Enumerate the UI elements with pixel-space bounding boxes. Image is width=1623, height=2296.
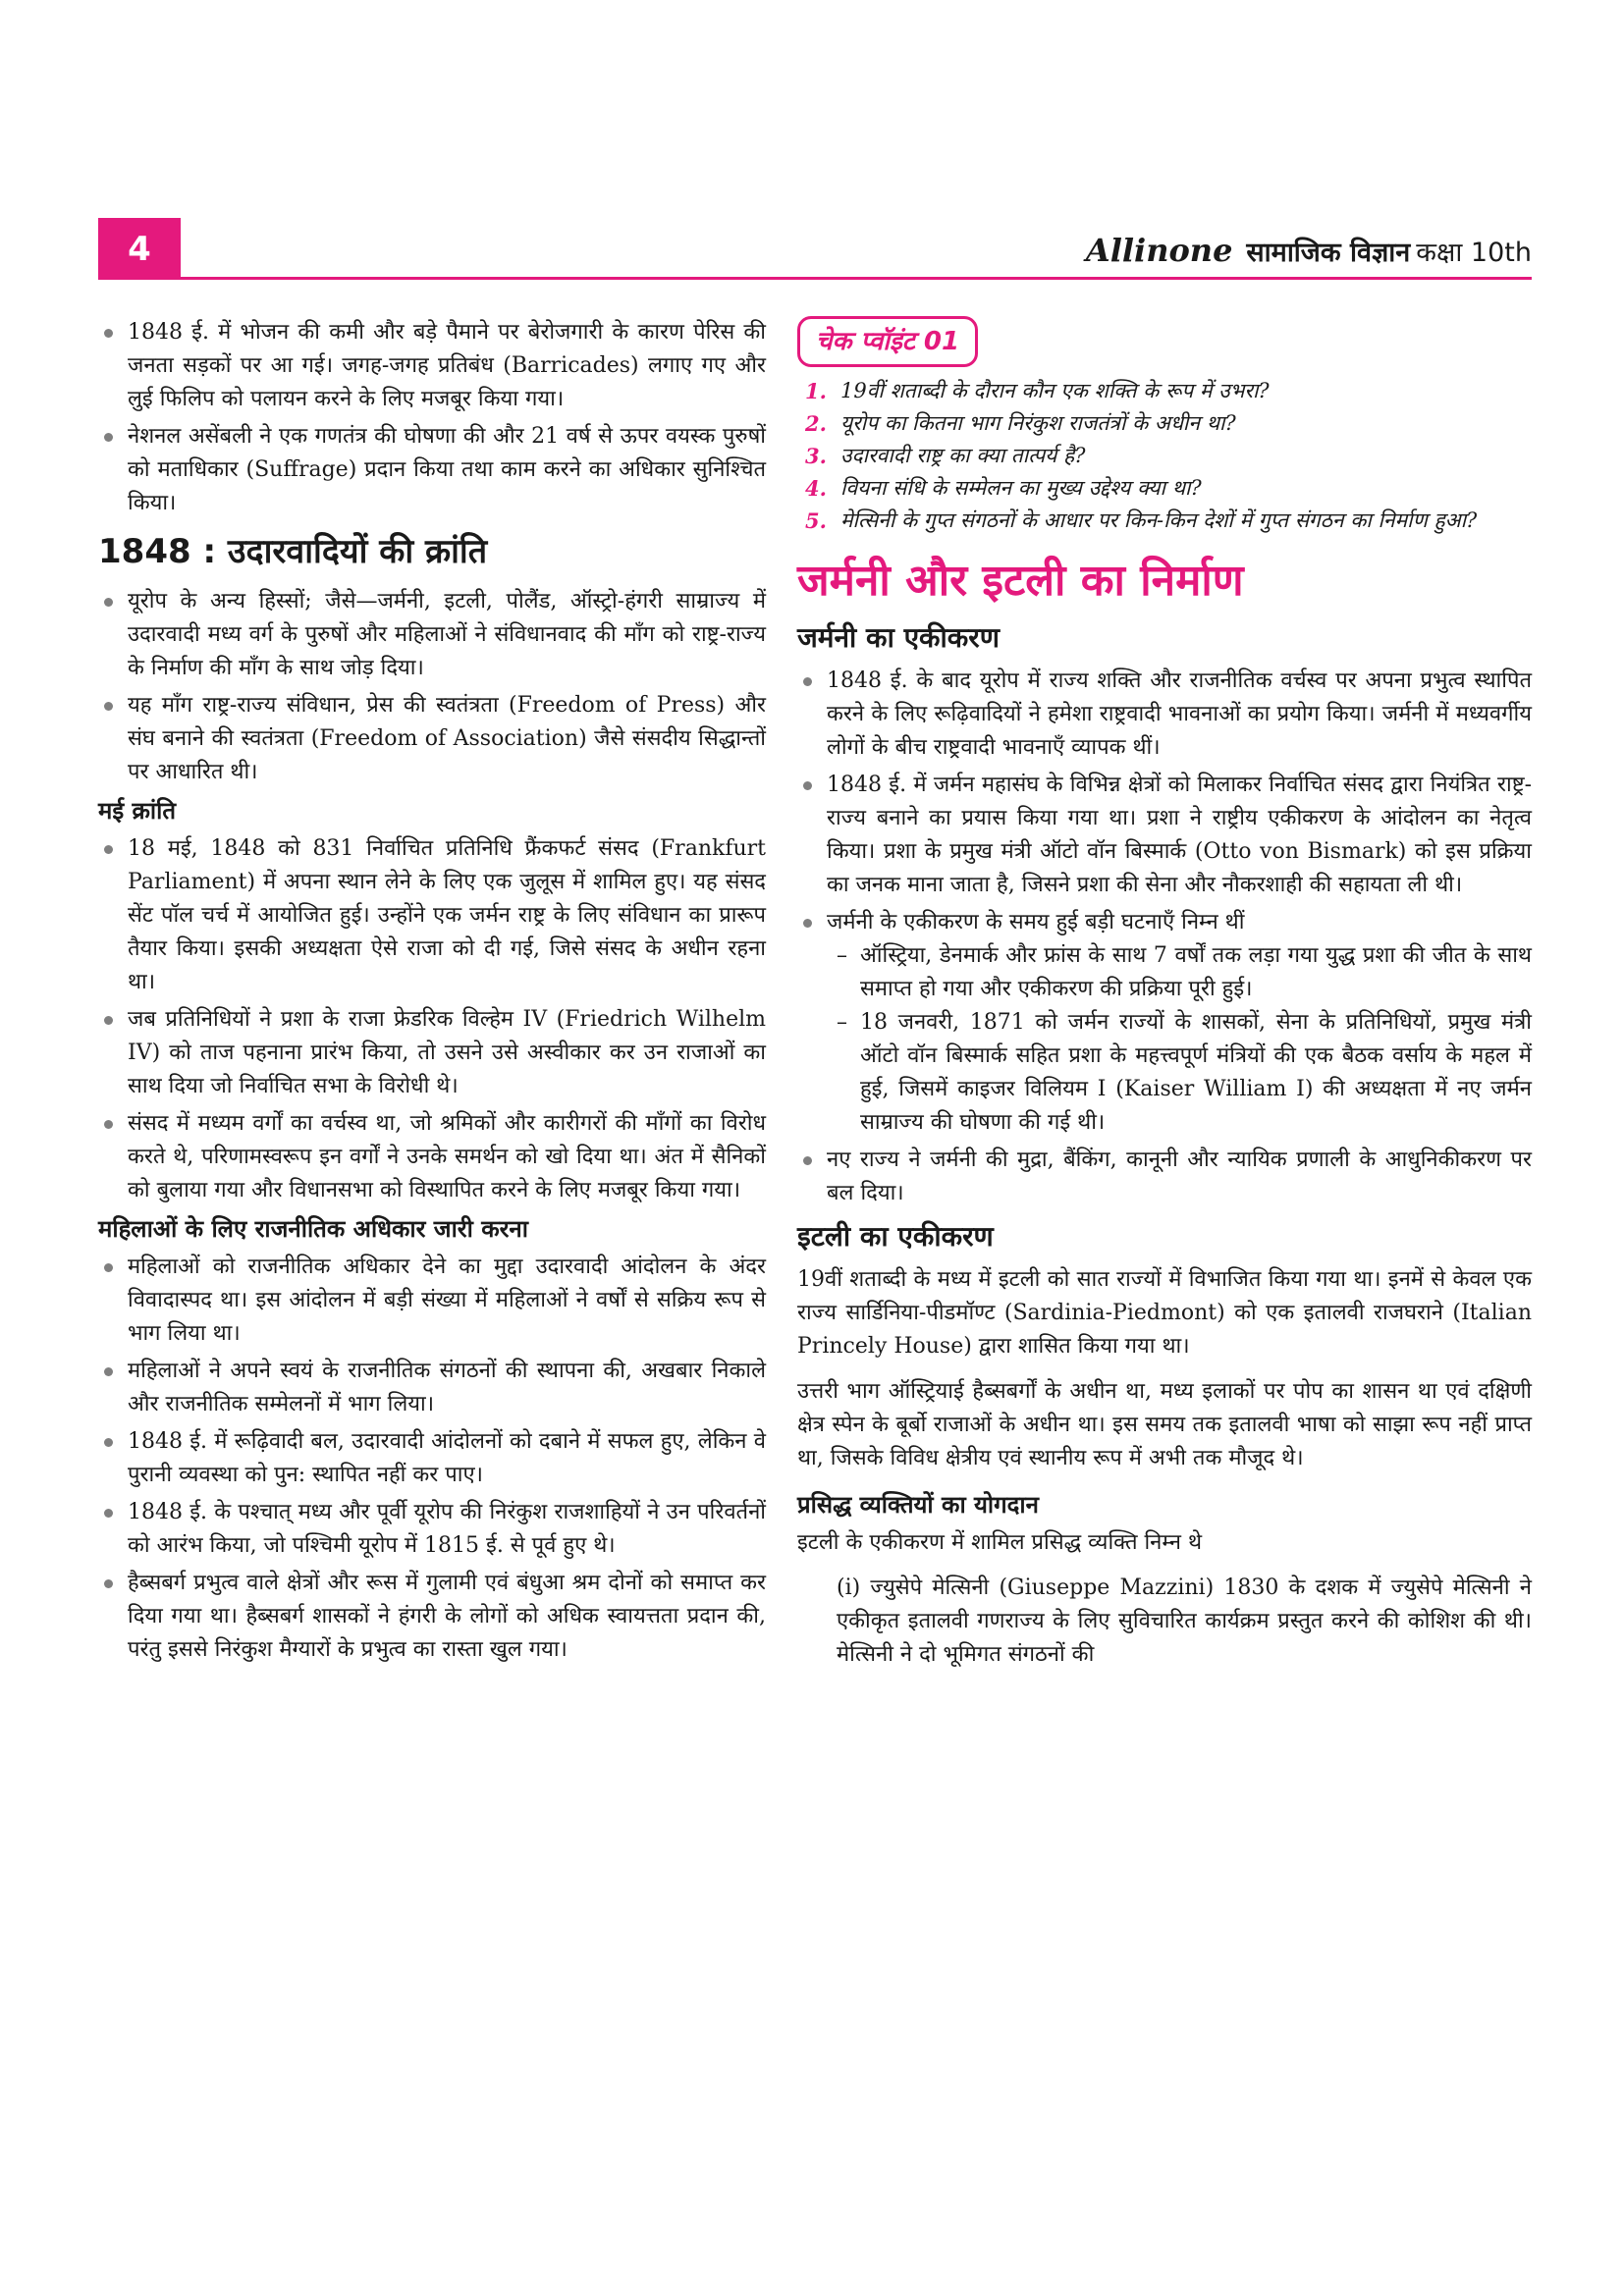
- checkpoint-question: [797, 472, 1532, 505]
- list-item: 18 मई, 1848 को 831 निर्वाचित प्रतिनिधि फ्रैंकफर्ट संसद (Frankfurt Parliament) में अपना स्थान लेने के लिए एक जुलूस में शामिल हुए। यह संसद सेंट पॉल चर्च में आयोजित हुई। उन्होंने एक जर्मन राष्ट्र के लिए संविधान का प्रारूप तैयार किया। इसकी अध्यक्षता ऐसे राजा को दी गई, जिसे संसद के अधीन रहना था।: [98, 832, 766, 999]
- paragraph: 19वीं शताब्दी के मध्य में इटली को सात राज्यों में विभाजित किया गया था। इनमें से केवल एक राज्य सार्डिनिया-पीडमॉण्ट (Sardinia-Piedmont) को एक इतालवी राजघराने (Italian Princely House) द्वारा शासित किया गया था।: [797, 1267, 1532, 1359]
- subject-name: सामाजिक विज्ञान: [1246, 238, 1411, 268]
- numbered-item: (i) ज्युसेपे मेत्सिनी (Giuseppe Mazzini) 1830 के दशक में ज्युसेपे मेत्सिनी ने एकीकृत इतालवी गणराज्य के लिए सुविचारित कार्यक्रम प्रस्तुत करने की कोशिश की थी। मेत्सिनी ने दो भूमिगत संगठनों की: [837, 1575, 1532, 1667]
- checkpoint-question: [797, 505, 1532, 537]
- checkpoint-question: [797, 375, 1532, 407]
- list-item: [797, 906, 1532, 1140]
- list-item: महिलाओं ने अपने स्वयं के राजनीतिक संगठनों की स्थापना की, अखबार निकाले और राजनीतिक सम्मेलनों में भाग लिया।: [98, 1355, 766, 1421]
- list-item: 1848 ई. में भोजन की कमी और बड़े पैमाने पर बेरोजगारी के कारण पेरिस की जनता सड़कों पर आ गई। जगह-जगह प्रतिबंध (Barricades) लगाए गए और लुई फिलिप को पलायन करने के लिए मजबूर किया गया।: [98, 316, 766, 416]
- list-item: महिलाओं को राजनीतिक अधिकार देने का मुद्दा उदारवादी आंदोलन के अंदर विवादास्पद था। इस आंदोलन में बड़ी संख्या में महिलाओं ने वर्षों से सक्रिय रूप से भाग लिया था।: [98, 1251, 766, 1351]
- paragraph: उत्तरी भाग ऑस्ट्रियाई हैब्सबर्गों के अधीन था, मध्य इलाकों पर पोप का शासन था एवं दक्षिणी क्षेत्र स्पेन के बूर्बो राजाओं के अधीन था। इस समय तक इतालवी भाषा को साझा रूप नहीं प्राप्त था, जिसके विविध क्षेत्रीय एवं स्थानीय रूप में अभी तक मौजूद थे।: [797, 1379, 1532, 1470]
- list-item: 1848 ई. में रूढ़िवादी बल, उदारवादी आंदोलनों को दबाने में सफल हुए, लेकिन वे पुरानी व्यवस्था को पुन: स्थापित नहीं कर पाए।: [98, 1425, 766, 1492]
- question-number: 3.: [805, 444, 827, 468]
- germany-events-list: [827, 939, 1532, 1140]
- right-column: [797, 316, 1532, 1672]
- germany-list: [797, 665, 1532, 1210]
- question-text: मेत्सिनी के गुप्त संगठनों के आधार पर किन-किन देशों में गुप्त संगठन का निर्माण हुआ?: [840, 508, 1478, 532]
- question-number: 5.: [805, 508, 827, 533]
- chapter-heading: जर्मनी और इटली का निर्माण: [797, 556, 1244, 606]
- list-item: नए राज्य ने जर्मनी की मुद्रा, बैंकिंग, कानूनी और न्यायिक प्रणाली के आधुनिकीकरण पर बल दिया।: [797, 1144, 1532, 1210]
- section-heading-germany: जर्मनी का एकीकरण: [797, 621, 1001, 654]
- list-item: हैब्सबर्ग प्रभुत्व वाले क्षेत्रों और रूस में गुलामी एवं बंधुआ श्रम दोनों को समाप्त कर दिया गया था। हैब्सबर्ग शासकों ने हंगरी के लोगों को अधिक स्वायत्तता प्रदान की, परंतु इससे निरंकुश मैग्यारों के प्रभुत्व का रास्ता खुल गया।: [98, 1567, 766, 1667]
- list-item: नेशनल असेंबली ने एक गणतंत्र की घोषणा की और 21 वर्ष से ऊपर वयस्क पुरुषों को मताधिकार (Suffrage) प्रदान किया तथा काम करने का अधिकार सुनिश्चित किया।: [98, 420, 766, 520]
- question-text: यूरोप का कितना भाग निरंकुश राजतंत्रों के अधीन था?: [840, 411, 1236, 435]
- list-item: यूरोप के अन्य हिस्सों; जैसे—जर्मनी, इटली, पोलैंड, ऑस्ट्रो-हंगरी साम्राज्य में उदारवादी मध्य वर्ग के पुरुषों और महिलाओं ने संविधानवाद की माँग को राष्ट्र-राज्य के निर्माण की माँग के साथ जोड़ दिया।: [98, 585, 766, 685]
- intro-list: [98, 316, 766, 520]
- checkpoint-question: [797, 440, 1532, 472]
- list-item: 1848 ई. में जर्मन महासंघ के विभिन्न क्षेत्रों को मिलाकर निर्वाचित संसद द्वारा नियंत्रित राष्ट्र-राज्य बनाने का प्रयास किया गया था। प्रशा ने राष्ट्रीय एकीकरण के आंदोलन का नेतृत्व किया। प्रशा के प्रमुख मंत्री ऑटो वॉन बिस्मार्क (Otto von Bismark) को इस प्रक्रिया का जनक माना जाता है, जिसने प्रशा की सेना और नौकरशाही की सहायता ली थी।: [797, 769, 1532, 902]
- paragraph: इटली के एकीकरण में शामिल प्रसिद्ध व्यक्ति निम्न थे: [797, 1530, 1203, 1555]
- list-item-text: जर्मनी के एकीकरण के समय हुई बड़ी घटनाएँ निम्न थीं: [827, 910, 1245, 934]
- page-number: 4: [98, 218, 181, 280]
- event-item: – ऑस्ट्रिया, डेनमार्क और फ्रांस के साथ 7 वर्षों तक लड़ा गया युद्ध प्रशा की जीत के साथ समाप्त हो गया और एकीकरण की प्रक्रिया पूरी हुई।: [827, 939, 1532, 1006]
- class-label: कक्षा 10th: [1416, 238, 1532, 268]
- checkpoint-question: [797, 407, 1532, 440]
- checkpoint-title: चेक प्वॉइंट 01: [797, 316, 978, 367]
- book-title: [1086, 232, 1532, 269]
- page-header: [98, 218, 1532, 280]
- liberal-list: [98, 585, 766, 789]
- section-heading-may: मई क्रांति: [98, 797, 177, 825]
- brand-logo: Allinone: [1085, 232, 1233, 269]
- question-text: उदारवादी राष्ट्र का क्या तात्पर्य है?: [840, 444, 1086, 467]
- section-heading-italy: इटली का एकीकरण: [797, 1220, 994, 1253]
- section-heading-women: महिलाओं के लिए राजनीतिक अधिकार जारी करना: [98, 1215, 528, 1243]
- question-text: 19वीं शताब्दी के दौरान कौन एक शक्ति के रूप में उभरा?: [840, 379, 1270, 402]
- women-list: [98, 1251, 766, 1667]
- question-number: 4.: [805, 476, 827, 501]
- question-number: 2.: [805, 411, 827, 436]
- list-item: 1848 ई. के पश्चात् मध्य और पूर्वी यूरोप की निरंकुश राजशाहियों ने उन परिवर्तनों को आरंभ किया, जो पश्चिमी यूरोप में 1815 ई. से पूर्व हुए थे।: [98, 1496, 766, 1563]
- list-item: संसद में मध्यम वर्गों का वर्चस्व था, जो श्रमिकों और कारीगरों की माँगों का विरोध करते थे, परिणामस्वरूप इन वर्गों ने उनके समर्थन को खो दिया था। अंत में सैनिकों को बुलाया गया और विधानसभा को विस्थापित करने के लिए मजबूर किया गया।: [98, 1107, 766, 1207]
- event-item: – 18 जनवरी, 1871 को जर्मन राज्यों के शासकों, सेना के प्रतिनिधियों, प्रमुख मंत्री ऑटो वॉन बिस्मार्क सहित प्रशा के महत्त्वपूर्ण मंत्रियों की एक बैठक वर्साय के महल में हुई, जिसमें काइजर विलियम I (Kaiser William I) की अध्यक्षता में नए जर्मन साम्राज्य की घोषणा की गई थी।: [827, 1006, 1532, 1140]
- list-item: 1848 ई. के बाद यूरोप में राज्य शक्ति और राजनीतिक वर्चस्व पर अपना प्रभुत्व स्थापित करने के लिए रूढ़िवादियों ने हमेशा राष्ट्रवादी भावनाओं का प्रयोग किया। जर्मनी में मध्यवर्गीय लोगों के बीच राष्ट्रवादी भावनाएँ व्यापक थीं।: [797, 665, 1532, 765]
- may-list: [98, 832, 766, 1207]
- header-rule: [181, 277, 1532, 280]
- section-heading-famous: प्रसिद्ध व्यक्तियों का योगदान: [797, 1491, 1039, 1519]
- section-heading-liberal: 1848 : उदारवादियों की क्रांति: [98, 532, 488, 571]
- list-item: जब प्रतिनिधियों ने प्रशा के राजा फ्रेडरिक विल्हेम IV (Friedrich Wilhelm IV) को ताज पहनाना प्रारंभ किया, तो उसने उसे अस्वीकार कर उन राजाओं का साथ दिया जो निर्वाचित सभा के विरोधी थे।: [98, 1003, 766, 1103]
- question-number: 1.: [805, 379, 827, 403]
- checkpoint-list: [797, 375, 1532, 537]
- left-column: [98, 316, 766, 1671]
- question-text: वियना संधि के सम्मेलन का मुख्य उद्देश्य क्या था?: [840, 476, 1202, 500]
- list-item: यह माँग राष्ट्र-राज्य संविधान, प्रेस की स्वतंत्रता (Freedom of Press) और संघ बनाने की स्वतंत्रता (Freedom of Association) जैसे संसदीय सिद्धान्तों पर आधारित थी।: [98, 689, 766, 789]
